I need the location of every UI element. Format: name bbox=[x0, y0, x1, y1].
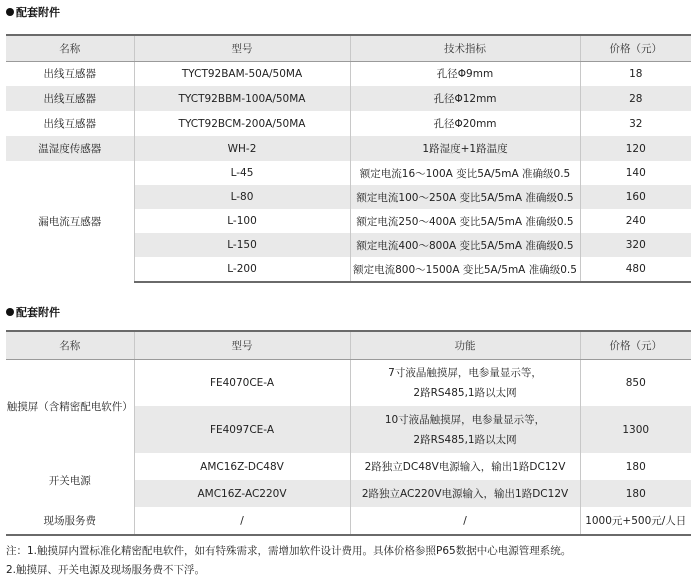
cell-model: L-45 bbox=[134, 161, 350, 185]
function-line: 2路RS485,1路以太网 bbox=[413, 386, 517, 399]
table-header-row bbox=[6, 35, 691, 61]
cell-price: 28 bbox=[580, 86, 691, 111]
table-row bbox=[6, 507, 691, 535]
accessories-table-2 bbox=[6, 330, 691, 536]
cell-price: 320 bbox=[580, 233, 691, 257]
cell-name: 现场服务费 bbox=[6, 507, 134, 535]
cell-price: 180 bbox=[580, 480, 691, 507]
header-name: 名称 bbox=[6, 331, 134, 359]
cell-group-name: 漏电流互感器 bbox=[6, 161, 134, 282]
table-row bbox=[6, 453, 691, 480]
cell-spec: 额定电流800～1500A 变比5A/5mA 准确级0.5 bbox=[350, 257, 580, 282]
accessories-table-1 bbox=[6, 34, 691, 283]
table-row bbox=[6, 161, 691, 185]
header-price: 价格（元） bbox=[580, 331, 691, 359]
header-model: 型号 bbox=[134, 331, 350, 359]
bullet-icon bbox=[6, 8, 14, 16]
cell-group-name: 触摸屏（含精密配电软件） bbox=[6, 359, 134, 453]
cell-spec: 孔径Φ20mm bbox=[350, 111, 580, 136]
cell-spec: 孔径Φ12mm bbox=[350, 86, 580, 111]
cell-model: L-100 bbox=[134, 209, 350, 233]
cell-model: TYCT92BAM-50A/50MA bbox=[134, 61, 350, 86]
header-name: 名称 bbox=[6, 35, 134, 61]
cell-function bbox=[350, 359, 580, 406]
cell-price: 1300 bbox=[580, 406, 691, 453]
table-row bbox=[6, 359, 691, 406]
cell-model: L-150 bbox=[134, 233, 350, 257]
cell-model: TYCT92BBM-100A/50MA bbox=[134, 86, 350, 111]
cell-name: 出线互感器 bbox=[6, 86, 134, 111]
cell-model: / bbox=[134, 507, 350, 535]
table-row bbox=[6, 61, 691, 86]
section-title-2: 配套附件 bbox=[6, 304, 60, 320]
header-spec: 技术指标 bbox=[350, 35, 580, 61]
cell-price: 160 bbox=[580, 185, 691, 209]
cell-price: 180 bbox=[625, 460, 646, 473]
footnote-line-2: 2.触摸屏、开关电源及现场服务费不下浮。 bbox=[6, 564, 206, 576]
cell-model: FE4097CE-A bbox=[134, 406, 350, 453]
cell-model: FE4070CE-A bbox=[134, 359, 350, 406]
cell-price: 18 bbox=[629, 67, 643, 80]
cell-function bbox=[350, 406, 580, 453]
footnote-line-1: 注：1.触摸屏内置标准化精密配电软件，如有特殊需求，需增加软件设计费用。具体价格参照P65数据中心电源管理系统。 bbox=[6, 545, 572, 557]
function-line: 7寸液晶触摸屏，电参量显示等， bbox=[388, 366, 542, 379]
cell-price: 140 bbox=[625, 167, 646, 179]
cell-model: WH-2 bbox=[134, 136, 350, 161]
cell-spec: 1路湿度+1路温度 bbox=[350, 136, 580, 161]
header-model: 型号 bbox=[134, 35, 350, 61]
cell-model: AMC16Z-AC220V bbox=[134, 480, 350, 507]
cell-name: 出线互感器 bbox=[6, 61, 134, 86]
table-header-row bbox=[6, 331, 691, 359]
cell-model: L-80 bbox=[134, 185, 350, 209]
cell-name: 温湿度传感器 bbox=[6, 136, 134, 161]
function-line: 2路RS485,1路以太网 bbox=[413, 433, 517, 446]
header-function: 功能 bbox=[350, 331, 580, 359]
cell-name: 出线互感器 bbox=[6, 111, 134, 136]
cell-model: L-200 bbox=[134, 257, 350, 282]
cell-model: TYCT92BCM-200A/50MA bbox=[134, 111, 350, 136]
cell-spec: 额定电流16～100A 变比5A/5mA 准确级0.5 bbox=[350, 161, 580, 185]
cell-group-name: 开关电源 bbox=[6, 453, 134, 507]
header-price: 价格（元） bbox=[580, 35, 691, 61]
cell-function: 2路独立AC220V电源输入，输出1路DC12V bbox=[350, 480, 580, 507]
cell-price: 1000元+500元/人日 bbox=[580, 507, 691, 535]
table-row bbox=[6, 111, 691, 136]
cell-function: 2路独立DC48V电源输入，输出1路DC12V bbox=[350, 453, 580, 480]
cell-spec: 额定电流100～250A 变比5A/5mA 准确级0.5 bbox=[350, 185, 580, 209]
cell-spec: 孔径Φ9mm bbox=[350, 61, 580, 86]
table-row bbox=[6, 86, 691, 111]
cell-function: / bbox=[350, 507, 580, 535]
cell-price: 850 bbox=[625, 376, 646, 389]
cell-spec: 额定电流400～800A 变比5A/5mA 准确级0.5 bbox=[350, 233, 580, 257]
bullet-icon bbox=[6, 308, 14, 316]
cell-spec: 额定电流250～400A 变比5A/5mA 准确级0.5 bbox=[350, 209, 580, 233]
cell-price: 32 bbox=[629, 117, 643, 130]
cell-price: 480 bbox=[580, 257, 691, 282]
function-line: 10寸液晶触摸屏，电参量显示等， bbox=[384, 413, 546, 426]
cell-model: AMC16Z-DC48V bbox=[134, 453, 350, 480]
cell-price: 120 bbox=[580, 136, 691, 161]
table-row bbox=[6, 136, 691, 161]
section-title-1: 配套附件 bbox=[6, 4, 60, 20]
cell-price: 240 bbox=[625, 215, 646, 227]
